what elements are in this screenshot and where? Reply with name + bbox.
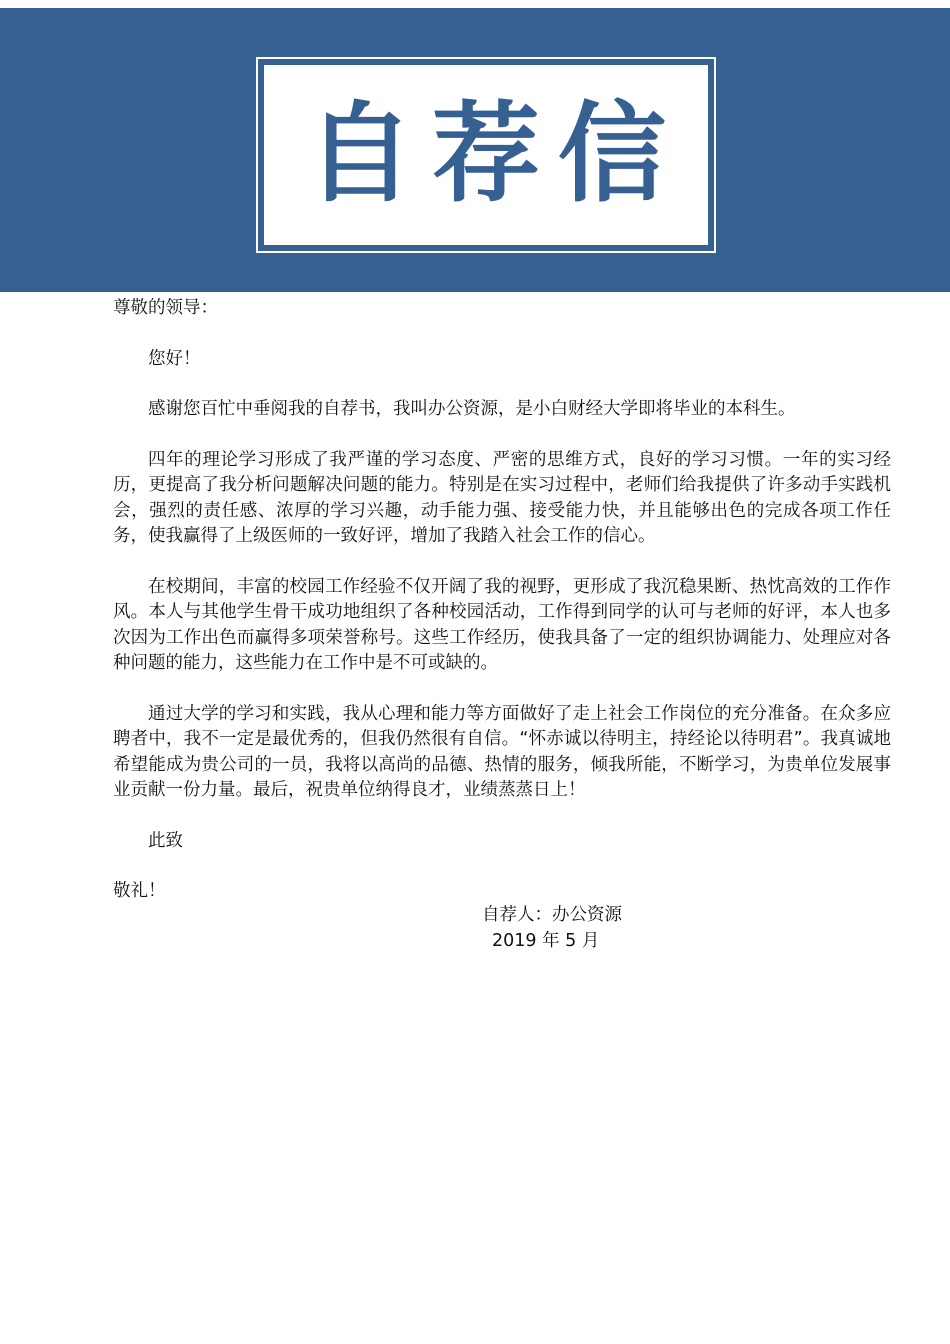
title-box [264,65,708,245]
page-title: 自荐信 [305,92,684,217]
letter-body [113,296,891,905]
greeting: 您好！ [148,348,201,369]
paragraph-aspiration: 通过大学的学习和实践，我从心理和能力等方面做好了走上社会工作岗位的充分准备。在众多应聘者中，我不一定是最优秀的，但我仍然很有自信。“怀赤诚以待明主，持经论以待明君”。我真诚地希望能成为贵公司的一员，我将以高尚的品德、热情的服务，倾我所能，不断学习，为贵单位发展事业贡献一份力量。最后，祝贵单位纳得良才，业绩蒸蒸日上！ [113,703,891,800]
regards: 敬礼！ [113,881,166,901]
paragraph-intro: 感谢您百忙中垂阅我的自荐书，我叫办公资源，是小白财经大学即将毕业的本科生。 [148,399,796,419]
closing: 此致 [148,830,183,851]
signature-date: 2019 年 5 月 [492,930,600,951]
salutation: 尊敬的领导： [113,298,218,318]
signer: 自荐人：办公资源 [482,905,622,925]
paragraph-study: 四年的理论学习形成了我严谨的学习态度、严密的思维方式，良好的学习习惯。一年的实习经历，更提高了我分析问题解决问题的能力。特别是在实习过程中，老师们给我提供了许多动手实践机会，强烈的责任感、浓厚的学习兴趣，动手能力强、接受能力快，并且能够出色的完成各项工作任务，使我赢得了上级医师的一致好评，增加了我踏入社会工作的信心。 [113,449,891,546]
paragraph-campus: 在校期间，丰富的校园工作经验不仅开阔了我的视野，更形成了我沉稳果断、热忱高效的工作作风。本人与其他学生骨干成功地组织了各种校园活动，工作得到同学的认可与老师的好评，本人也多次因为工作出色而赢得多项荣誉称号。这些工作经历，使我具备了一定的组织协调能力、处理应对各种问题的能力，这些能力在工作中是不可或缺的。 [113,576,891,673]
signature-block [482,903,622,954]
